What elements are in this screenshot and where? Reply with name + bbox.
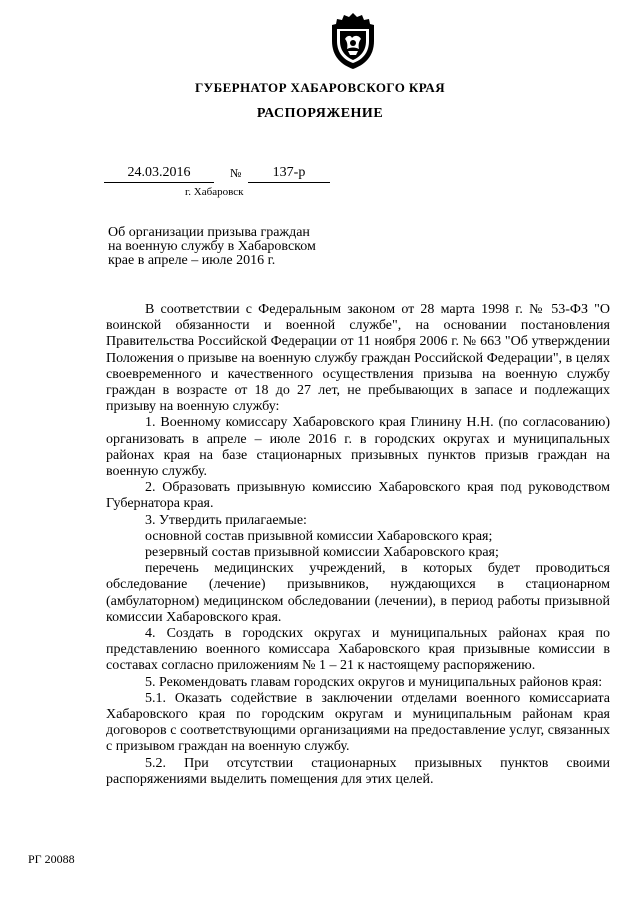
clause-5-2: 5.2. При отсутствии стационарных призывных пунктов своими распоряжениями выделить помещения для этих целей. [106, 755, 610, 787]
preamble-paragraph: В соответствии с Федеральным законом от 28 марта 1998 г. № 53-ФЗ "О воинской обязанности и военной службе", на основании постановления Правительства Российской Федерации от 11 ноября 2006 г. № 663 "Об утверждении Положения о призыве на военную службу граждан Российской Федерации", в целях своевременного и качественного осуществления призыва на военную службу граждан в возрасте от 18 до 27 лет, не пребывающих в запасе и подлежащих призыву на военную службу: [106, 302, 610, 415]
document-type: РАСПОРЯЖЕНИЕ [256, 106, 384, 121]
clause-4: 4. Создать в городских округах и муниципальных районах края по представлению военного комиссара Хабаровского края призывные комиссии в составах согласно приложениям № 1 – 21 к настоящему распоряжению. [106, 626, 610, 674]
document-place: г. Хабаровск [185, 186, 244, 198]
clause-5: 5. Рекомендовать главам городских округов и муниципальных районов края: [145, 674, 603, 690]
number-sign: № [230, 166, 242, 180]
clause-2: 2. Образовать призывную комиссию Хабаровского края под руководством Губернатора края. [106, 480, 610, 512]
subject-line: Об организации призыва граждан [108, 225, 310, 240]
clause-1: 1. Военному комиссару Хабаровского края Глинину Н.Н. (по согласованию) организовать в апреле – июле 2016 г. в городских округах и муниципальных районах края на базе стационарных призывных пунктов призыв граждан на военную службу. [106, 415, 610, 480]
document-subject [108, 226, 348, 268]
document-date: 24.03.2016 [104, 164, 214, 183]
document-body [106, 302, 610, 788]
clause-3-item: основной состав призывной комиссии Хабаровского края; [145, 528, 493, 544]
clause-3-item: резервный состав призывной комиссии Хабаровского края; [145, 545, 499, 561]
clause-5-1: 5.1. Оказать содействие в заключении отделами военного комиссариата Хабаровского края по городским округам и муниципальным районам края договоров с соответствующими организациями на предоставление услуг, связанных с призывом граждан на военную службу. [106, 690, 610, 755]
clause-3: 3. Утвердить прилагаемые: [145, 512, 307, 528]
document-number: 137-р [248, 164, 330, 183]
clause-3-item: перечень медицинских учреждений, в которых будет проводиться обследование (лечение) призывников, нуждающихся в стационарном (амбулаторном) медицинском обследовании (лечении), в период работы призывной комиссии Хабаровского края. [106, 561, 610, 625]
coat-of-arms-icon [328, 11, 378, 71]
issuing-authority: ГУБЕРНАТОР ХАБАРОВСКОГО КРАЯ [194, 80, 445, 95]
subject-line: на военную службу в Хабаровском [108, 239, 316, 254]
subject-line: крае в апреле – июле 2016 г. [108, 253, 276, 268]
footer-code: РГ 20088 [28, 852, 75, 866]
